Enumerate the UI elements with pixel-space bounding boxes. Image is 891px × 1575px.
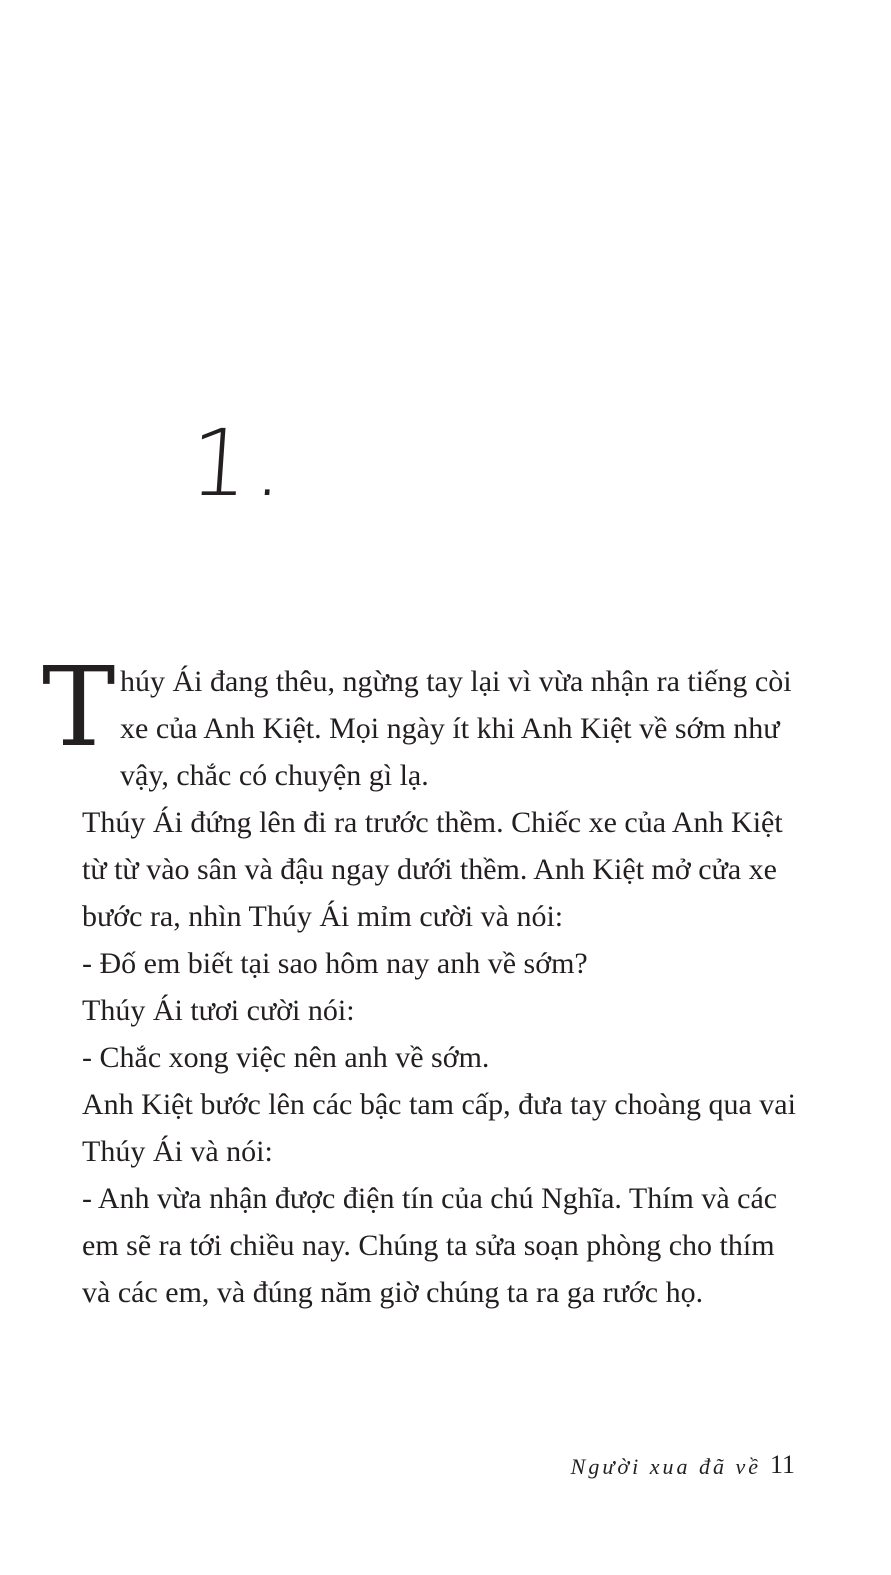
paragraph: - Chắc xong việc nên anh về sớm. xyxy=(82,1041,490,1074)
chapter-text xyxy=(42,643,802,1316)
paragraph: Thúy Ái tươi cười nói: xyxy=(82,994,355,1027)
paragraph: Anh Kiệt bước lên các bậc tam cấp, đưa tay choàng qua vai Thúy Ái và nói: xyxy=(82,1088,796,1168)
chapter-number: 1. xyxy=(186,410,294,517)
page-number: 11 xyxy=(769,1450,795,1479)
page-footer xyxy=(0,1450,891,1490)
paragraph xyxy=(42,643,802,799)
paragraph: Thúy Ái đứng lên đi ra trước thềm. Chiếc xe của Anh Kiệt từ từ vào sân và đậu ngay dưới thềm. Anh Kiệt mở cửa xe bước ra, nhìn Thúy Ái mỉm cười và nói: xyxy=(82,806,783,933)
paragraph: - Anh vừa nhận được điện tín của chú Nghĩa. Thím và các em sẽ ra tới chiều nay. Chúng ta sửa soạn phòng cho thím và các em, và đúng năm giờ chúng ta ra ga rước họ. xyxy=(82,1182,778,1309)
paragraph-text: húy Ái đang thêu, ngừng tay lại vì vừa nhận ra tiếng còi xe của Anh Kiệt. Mọi ngày ít khi Anh Kiệt về sớm như vậy, chắc có chuyện gì lạ. xyxy=(120,665,792,792)
dropcap-letter: T xyxy=(42,643,116,771)
running-title: Người xua đã về xyxy=(570,1454,761,1479)
paragraph: - Đố em biết tại sao hôm nay anh về sớm? xyxy=(82,947,588,980)
